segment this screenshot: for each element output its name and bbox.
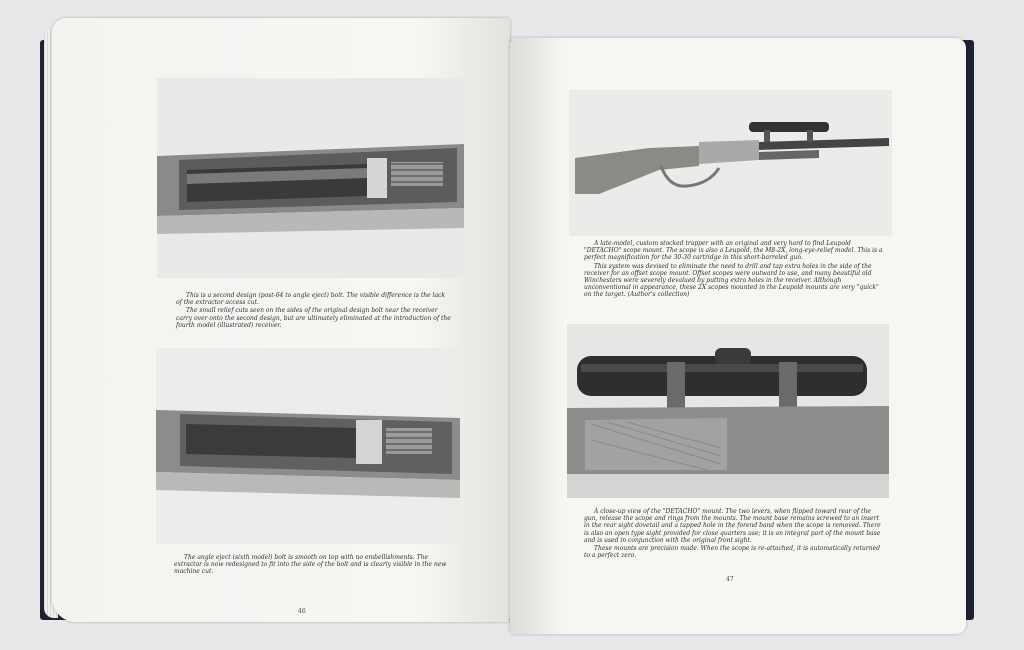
photo-trapper-with-scope <box>569 90 892 236</box>
rifle-receiver-bolt-icon <box>157 78 464 278</box>
caption-bolt-second-design <box>176 292 452 330</box>
caption-paragraph: These mounts are precision made. When the scope is re-attached, it is automatically returned to a perfect zero. <box>584 545 880 560</box>
caption-trapper <box>584 240 884 300</box>
lever-rifle-with-scope-icon <box>569 90 892 236</box>
left-page <box>52 18 510 622</box>
caption-paragraph: A close-up view of the "DETACHO" mount. The two levers, when flipped toward rear of the gun, release the scope and rings from the mounts. The mount base remains screwed to an insert in the rear sight dovetail and a tapped hole in the forend band when the scope is removed. There is also an open type sight provided for close quarters use; it is an integral part of the mount base and is used in conjunction with the original front sight. <box>584 508 881 544</box>
photo-bolt-second-design <box>157 78 464 278</box>
caption-bolt-angle-eject <box>174 554 454 577</box>
photo-detacho-closeup <box>567 324 889 498</box>
caption-paragraph: The angle eject (sixth model) bolt is smooth on top with no embellishments. The extractor is now redesigned to fit into the side of the bolt and is clearly visible in the new machine cut. <box>174 554 447 576</box>
caption-paragraph: The small relief cuts seen on the sides of the original design bolt near the receiver carry over onto the second design, but are ultimately eliminated at the introduction of the fourth model (illustrated) receiver. <box>176 307 451 329</box>
scope-mount-closeup-icon <box>567 324 889 498</box>
caption-paragraph: This system was devised to eliminate the need to drill and tap extra holes in the side of the receiver for an offset scope mount. Offset scopes were outward to use, and many beautiful old Winchesters were severely devalued by putting extra holes in the receiver. Although unconventional in appearance, these 2X scopes mounted in the Leupold mounts are very "quick" on the target. (Author's collection) <box>584 262 879 299</box>
rifle-angle-eject-bolt-icon <box>156 348 460 544</box>
caption-paragraph: A late-model, custom stocked trapper with an original and very hard to find Leupold "DETACHO" scope mount. The scope is also a Leupold, the M8-2X, long-eye-relief model. This is a perfect magnification for the 30-30 cartridge in this short-barreled gun. <box>584 240 883 262</box>
caption-paragraph: This is a second design (post-64 to angle eject) bolt. The visible difference is the lack of the extractor access cut. <box>176 292 446 307</box>
caption-detacho-closeup <box>584 508 884 560</box>
page-number-right: 47 <box>726 576 734 583</box>
photo-bolt-angle-eject <box>156 348 460 544</box>
page-number-left: 46 <box>298 608 306 615</box>
right-page <box>510 38 966 634</box>
